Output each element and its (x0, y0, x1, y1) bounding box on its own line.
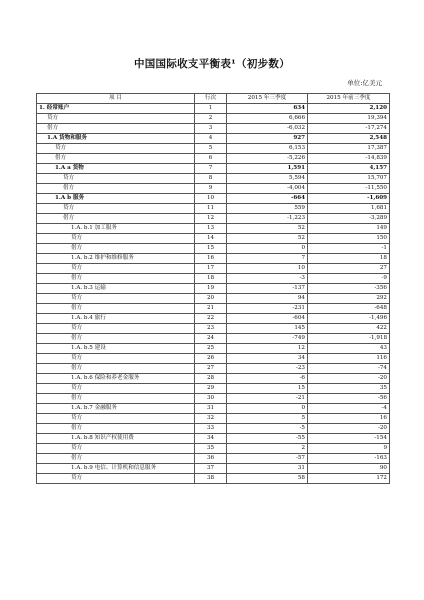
row-number: 10 (195, 194, 227, 204)
table-row (37, 274, 390, 284)
row-number: 24 (195, 334, 227, 344)
table-header-row (37, 94, 390, 104)
row-number: 27 (195, 364, 227, 374)
row-item-label: 1.A. b.5 建设 (37, 344, 195, 354)
row-q3-value: 2 (227, 444, 308, 454)
row-item-label: 1.A. b.4 旅行 (37, 314, 195, 324)
table-row (37, 224, 390, 234)
row-number: 37 (195, 464, 227, 474)
row-ytd-value: 35 (308, 384, 390, 394)
header-ytd-2015: 2015 年前三季度 (308, 94, 390, 104)
table-row (37, 414, 390, 424)
row-ytd-value: 422 (308, 324, 390, 334)
row-ytd-value: -17,274 (308, 124, 390, 134)
row-q3-value: -57 (227, 454, 308, 464)
row-item-label: 借方 (37, 214, 195, 224)
row-ytd-value: 292 (308, 294, 390, 304)
row-q3-value: 145 (227, 324, 308, 334)
row-number: 35 (195, 444, 227, 454)
row-q3-value: -4,004 (227, 184, 308, 194)
table-row (37, 444, 390, 454)
row-number: 28 (195, 374, 227, 384)
row-item-label: 贷方 (37, 294, 195, 304)
table-row (37, 454, 390, 464)
table-row (37, 264, 390, 274)
row-q3-value: -137 (227, 284, 308, 294)
row-q3-value: -664 (227, 194, 308, 204)
table-row (37, 284, 390, 294)
row-q3-value: 5 (227, 414, 308, 424)
row-item-label: 1.A. b.1 加工服务 (37, 224, 195, 234)
row-ytd-value: 149 (308, 224, 390, 234)
row-q3-value: 6,153 (227, 144, 308, 154)
row-number: 30 (195, 394, 227, 404)
row-number: 16 (195, 254, 227, 264)
row-ytd-value: 2,120 (308, 104, 390, 114)
row-q3-value: 0 (227, 244, 308, 254)
table-row (37, 404, 390, 414)
row-number: 12 (195, 214, 227, 224)
row-ytd-value: -4 (308, 404, 390, 414)
row-ytd-value: 150 (308, 234, 390, 244)
row-item-label: 贷方 (37, 174, 195, 184)
row-number: 31 (195, 404, 227, 414)
row-q3-value: 31 (227, 464, 308, 474)
row-ytd-value: 43 (308, 344, 390, 354)
table-row (37, 304, 390, 314)
row-item-label: 贷方 (37, 384, 195, 394)
row-ytd-value: 27 (308, 264, 390, 274)
row-ytd-value: -56 (308, 394, 390, 404)
row-number: 3 (195, 124, 227, 134)
row-item-label: 借方 (37, 364, 195, 374)
row-number: 21 (195, 304, 227, 314)
table-row (37, 104, 390, 114)
row-ytd-value: -11,550 (308, 184, 390, 194)
row-item-label: 1.A 货物和服务 (37, 134, 195, 144)
row-item-label: 1.A b 服务 (37, 194, 195, 204)
row-q3-value: 6,666 (227, 114, 308, 124)
row-q3-value: -21 (227, 394, 308, 404)
header-item: 项 目 (37, 94, 195, 104)
row-ytd-value: -20 (308, 374, 390, 384)
row-q3-value: 559 (227, 204, 308, 214)
row-item-label: 借方 (37, 154, 195, 164)
row-q3-value: -5,226 (227, 154, 308, 164)
row-number: 26 (195, 354, 227, 364)
row-q3-value: 94 (227, 294, 308, 304)
row-q3-value: 34 (227, 354, 308, 364)
row-number: 14 (195, 234, 227, 244)
row-ytd-value: -1 (308, 244, 390, 254)
table-row (37, 164, 390, 174)
balance-of-payments-table (36, 93, 390, 484)
row-item-label: 借方 (37, 454, 195, 464)
row-item-label: 借方 (37, 304, 195, 314)
table-row (37, 464, 390, 474)
row-number: 20 (195, 294, 227, 304)
row-ytd-value: 9 (308, 444, 390, 454)
row-q3-value: -749 (227, 334, 308, 344)
row-q3-value: 1,591 (227, 164, 308, 174)
row-number: 11 (195, 204, 227, 214)
row-number: 34 (195, 434, 227, 444)
row-number: 7 (195, 164, 227, 174)
row-q3-value: 5,594 (227, 174, 308, 184)
row-ytd-value: 17,387 (308, 144, 390, 154)
row-q3-value: 52 (227, 224, 308, 234)
row-q3-value: 634 (227, 104, 308, 114)
row-q3-value: 52 (227, 234, 308, 244)
row-q3-value: 0 (227, 404, 308, 414)
table-row (37, 474, 390, 484)
row-number: 6 (195, 154, 227, 164)
row-ytd-value: 2,548 (308, 134, 390, 144)
row-ytd-value: 116 (308, 354, 390, 364)
row-ytd-value: -14,839 (308, 154, 390, 164)
row-q3-value: 7 (227, 254, 308, 264)
row-number: 15 (195, 244, 227, 254)
row-ytd-value: -163 (308, 454, 390, 464)
table-row (37, 384, 390, 394)
row-ytd-value: -356 (308, 284, 390, 294)
row-number: 9 (195, 184, 227, 194)
row-number: 36 (195, 454, 227, 464)
row-item-label: 借方 (37, 124, 195, 134)
row-item-label: 借方 (37, 394, 195, 404)
table-row (37, 364, 390, 374)
row-number: 5 (195, 144, 227, 154)
row-number: 29 (195, 384, 227, 394)
row-ytd-value: -1,918 (308, 334, 390, 344)
table-row (37, 154, 390, 164)
row-ytd-value: 172 (308, 474, 390, 484)
row-ytd-value: 90 (308, 464, 390, 474)
row-number: 8 (195, 174, 227, 184)
row-ytd-value: -74 (308, 364, 390, 374)
row-q3-value: -604 (227, 314, 308, 324)
row-ytd-value: 4,157 (308, 164, 390, 174)
row-number: 33 (195, 424, 227, 434)
row-item-label: 1.A. b.8 知识产权使用费 (37, 434, 195, 444)
row-q3-value: -23 (227, 364, 308, 374)
header-q3-2015: 2015 年三季度 (227, 94, 308, 104)
row-item-label: 借方 (37, 424, 195, 434)
row-item-label: 贷方 (37, 474, 195, 484)
row-ytd-value: 18 (308, 254, 390, 264)
row-item-label: 借方 (37, 244, 195, 254)
row-item-label: 贷方 (37, 264, 195, 274)
header-row-number: 行次 (195, 94, 227, 104)
table-row (37, 374, 390, 384)
page-title: 中国国际收支平衡表¹（初步数） (133, 58, 291, 70)
row-number: 38 (195, 474, 227, 484)
row-q3-value: -5 (227, 424, 308, 434)
row-ytd-value: 19,394 (308, 114, 390, 124)
row-q3-value: 58 (227, 474, 308, 484)
row-item-label: 贷方 (37, 144, 195, 154)
row-item-label: 贷方 (37, 114, 195, 124)
row-item-label: 1. 经常账户 (37, 104, 195, 114)
table-row (37, 234, 390, 244)
row-number: 32 (195, 414, 227, 424)
row-item-label: 1.A. b.7 金融服务 (37, 404, 195, 414)
row-number: 17 (195, 264, 227, 274)
table-row (37, 344, 390, 354)
row-ytd-value: 15,707 (308, 174, 390, 184)
row-item-label: 1.A. b.3 运输 (37, 284, 195, 294)
row-ytd-value: -20 (308, 424, 390, 434)
row-item-label: 贷方 (37, 204, 195, 214)
table-row (37, 424, 390, 434)
row-number: 1 (195, 104, 227, 114)
row-q3-value: -231 (227, 304, 308, 314)
row-ytd-value: -1,496 (308, 314, 390, 324)
row-q3-value: 12 (227, 344, 308, 354)
table-row (37, 334, 390, 344)
row-item-label: 贷方 (37, 234, 195, 244)
table-row (37, 434, 390, 444)
row-q3-value: -6 (227, 374, 308, 384)
row-item-label: 1.A. b.9 电信、计算机和信息服务 (37, 464, 195, 474)
table-row (37, 114, 390, 124)
row-number: 23 (195, 324, 227, 334)
row-ytd-value: 16 (308, 414, 390, 424)
row-item-label: 贷方 (37, 444, 195, 454)
row-item-label: 贷方 (37, 354, 195, 364)
row-q3-value: 927 (227, 134, 308, 144)
row-number: 25 (195, 344, 227, 354)
row-q3-value: -6,032 (227, 124, 308, 134)
row-number: 22 (195, 314, 227, 324)
row-q3-value: -1,223 (227, 214, 308, 224)
row-item-label: 借方 (37, 274, 195, 284)
row-number: 19 (195, 284, 227, 294)
row-item-label: 借方 (37, 184, 195, 194)
table-row (37, 254, 390, 264)
table-row (37, 314, 390, 324)
row-number: 18 (195, 274, 227, 284)
table-row (37, 394, 390, 404)
table-row (37, 174, 390, 184)
table-row (37, 244, 390, 254)
row-item-label: 1.A a 货物 (37, 164, 195, 174)
table-row (37, 184, 390, 194)
row-item-label: 1.A. b.2 维护和维修服务 (37, 254, 195, 264)
row-ytd-value: -1,609 (308, 194, 390, 204)
table-row (37, 124, 390, 134)
row-number: 13 (195, 224, 227, 234)
row-item-label: 贷方 (37, 324, 195, 334)
row-ytd-value: 1,681 (308, 204, 390, 214)
row-ytd-value: -154 (308, 434, 390, 444)
row-number: 4 (195, 134, 227, 144)
row-ytd-value: -9 (308, 274, 390, 284)
row-q3-value: 10 (227, 264, 308, 274)
row-item-label: 贷方 (37, 414, 195, 424)
row-number: 2 (195, 114, 227, 124)
table-row (37, 194, 390, 204)
table-row (37, 324, 390, 334)
table-row (37, 354, 390, 364)
row-q3-value: 15 (227, 384, 308, 394)
row-item-label: 借方 (37, 334, 195, 344)
table-row (37, 294, 390, 304)
row-ytd-value: -648 (308, 304, 390, 314)
row-item-label: 1.A. b.6 保险和养老金服务 (37, 374, 195, 384)
row-q3-value: -3 (227, 274, 308, 284)
row-q3-value: -55 (227, 434, 308, 444)
table-row (37, 214, 390, 224)
table-row (37, 204, 390, 214)
table-row (37, 134, 390, 144)
unit-note: 单位:亿美元 (347, 79, 382, 87)
row-ytd-value: -3,289 (308, 214, 390, 224)
table-row (37, 144, 390, 154)
table-body (37, 104, 390, 484)
